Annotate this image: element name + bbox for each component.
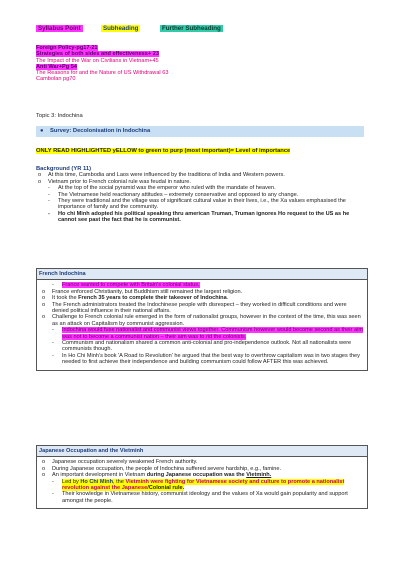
bullet-text: At this time, Cambodia and Laos were influenced by the traditions of India and Western powers. xyxy=(48,172,285,179)
sub-bullet-text: In Ho Chi Minh's book 'A Road to Revolution' he argued that the best way to overthrow capitalism was in two stages they needed to first achieve their independence and building communism could follow AFTER this was achieved. xyxy=(62,352,360,366)
sub-bullet-text: At the top of the social pyramid was the emperor who ruled with the mandate of heaven. xyxy=(58,185,276,192)
highlighted-text: Indochina would fuse nationalist and communist views together. Communism however would become second as their aim was not to become a communist nation – their aim was to rid the colonists. xyxy=(62,327,363,340)
circle-bullet-icon: o xyxy=(42,472,46,479)
bold-text: French 35 years to complete their takeover of Indochina xyxy=(78,295,227,302)
bold-text: Vietminh. xyxy=(246,472,272,479)
sub-bullet-text: Communism and nationalism shared a common anti-colonial and pro-independence outlook. Not all nationalists were communists though. xyxy=(62,340,352,353)
box-heading: French Indochina xyxy=(37,269,367,280)
toc-item: Strategies of both sides and effectiveness+ 23 xyxy=(36,51,159,58)
bullet-text: The French administrators treated the Indochinese people with disrespect – they worked in difficult conditions and were denied political influence in their national affairs. xyxy=(52,301,347,315)
sub-bullet-text: Ho chi Minh adopted his political speaking thru american Truman, Truman ignores Ho request to the US as he cannot see past the fact that he is communist. xyxy=(58,210,350,224)
bullet-text: Challenge to French colonial rule emerged in the form of nationalist groups, however in the context of the time, this was seen as an attack on Capitalism by communist aggression. xyxy=(52,314,361,327)
japanese-occupation-box xyxy=(36,445,368,509)
bullet-text: Vietnam prior to French colonial rule was feudal in nature. xyxy=(48,178,191,185)
bullet-text: It took the xyxy=(52,295,79,302)
circle-bullet-icon: o xyxy=(42,459,46,466)
highlight-part: Japanese xyxy=(121,485,148,492)
topic-title: Topic 3: Indochina xyxy=(36,113,83,119)
toc-item: Anti War+Pg 54 xyxy=(36,63,77,70)
highlight-part: Led by xyxy=(62,478,81,485)
dash-icon: - xyxy=(52,340,54,347)
survey-banner xyxy=(36,126,364,137)
circle-bullet-icon: o xyxy=(42,314,46,321)
bold-text: during Japanese occupation was the xyxy=(146,472,247,479)
section-heading: Background (YR 11) xyxy=(36,166,92,172)
dash-icon: - xyxy=(48,210,50,217)
legend-further-subheading: Further Subheading xyxy=(162,25,221,32)
circle-bullet-icon: o xyxy=(42,288,46,295)
bullet-text: . xyxy=(226,295,229,302)
dash-icon: - xyxy=(48,191,50,198)
toc-item: The Impact of the War on Civilians in Vietnam+45 xyxy=(36,57,159,64)
dash-icon: - xyxy=(52,352,54,359)
circle-bullet-icon: o xyxy=(38,178,42,185)
highlighted-text xyxy=(62,479,344,491)
bullet-text: Japanese occupation severely weakened French authority. xyxy=(52,459,198,466)
bullet-text: During Japanese occupation, the people of Indochina suffered severe hardship, e.g., famine. xyxy=(52,465,282,472)
highlight-part: Vietminh were fighting for Vietnamese society and culture to promote a nationalist revolution against the xyxy=(62,478,345,492)
circle-bullet-icon: o xyxy=(38,172,42,179)
dash-icon: - xyxy=(48,185,50,192)
circle-bullet-icon: o xyxy=(42,465,46,472)
highlight-part: Ho Chi Minh xyxy=(80,478,113,485)
toc-item: Foreign Policy-pg17-21 xyxy=(36,45,98,51)
legend-subheading: Subheading xyxy=(103,25,139,32)
french-indochina-box xyxy=(36,268,368,371)
background-section xyxy=(36,166,366,224)
instruction-line: ONLY READ HIGHLIGHTED yELLOW to green to purp (most important)= Level of importance xyxy=(36,148,291,154)
bullet-text: France enforced Christianity, but Buddhism still remained the largest religion. xyxy=(52,288,243,295)
toc-item: Cambolan pg70 xyxy=(36,76,76,83)
dash-icon: - xyxy=(52,282,54,289)
dash-icon: - xyxy=(52,327,54,334)
dash-icon: - xyxy=(48,198,50,205)
sub-bullet-text: The Vietnamese held reactionary attitudes – extremely conservative and opposed to any change. xyxy=(58,191,299,198)
bullet-icon: ● xyxy=(40,128,44,134)
highlight-part: , the xyxy=(112,478,126,485)
legend-syllabus-point: Syllabus Point xyxy=(38,25,81,32)
circle-bullet-icon: o xyxy=(42,295,46,302)
highlighted-text: France wanted to compete with Britain's colonial status. xyxy=(62,282,200,289)
dash-icon: - xyxy=(52,478,54,485)
bullet-text: An important development in Vietnam xyxy=(52,472,147,479)
sub-bullet-text: They were traditional and the village was of significant cultural value in their lives, i.e., the Xa values emphasised the importance of family and the community. xyxy=(58,198,346,211)
survey-title: Survey: Decolonisation in Indochina xyxy=(50,128,151,134)
dash-icon: - xyxy=(52,491,54,498)
highlight-part: /Colonial rule. xyxy=(147,485,185,492)
toc-item: The Reasons for and the Nature of US Withdrawal 63 xyxy=(36,70,169,77)
circle-bullet-icon: o xyxy=(42,301,46,308)
box-heading: Japanese Occupation and the Vietminh xyxy=(37,446,367,457)
contents-list xyxy=(36,45,168,83)
sub-bullet-text: Their knowledge in Vietnamese history, communist ideology and the values of Xa would gain popularity and support amongst the people. xyxy=(62,491,348,504)
